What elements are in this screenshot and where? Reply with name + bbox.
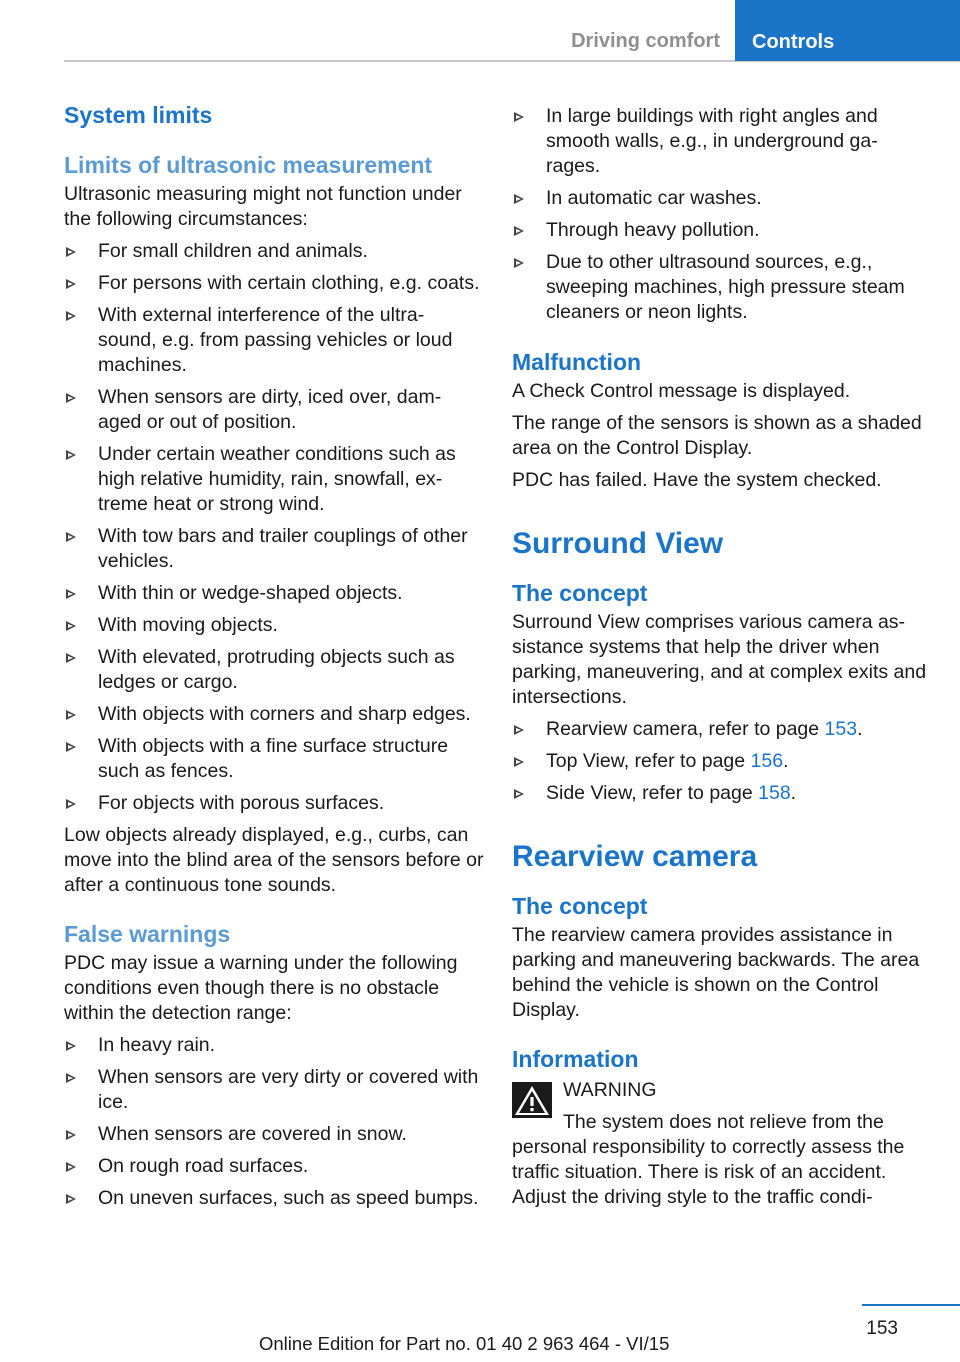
rearview-concept-text: The rearview camera provides assistance in parking and maneuvering backwards. The area behind the vehicle is shown on the Control Display. xyxy=(512,924,920,1021)
list-item: Top View, refer to page 156. xyxy=(512,749,937,774)
list-item: For objects with porous surfaces. xyxy=(64,791,484,816)
list-item: On uneven surfaces, such as speed bumps. xyxy=(64,1186,484,1211)
list-item: Due to other ultrasound sources, e.g., sweeping machines, high pressure steam cleaners or neon lights. xyxy=(512,250,937,325)
system-limits-heading: System limits xyxy=(64,102,213,128)
list-item: Through heavy pollution. xyxy=(512,218,937,243)
rearview-camera-title: Rearview camera xyxy=(512,840,758,873)
footer-rule xyxy=(862,1304,960,1306)
list-item: In heavy rain. xyxy=(64,1033,484,1058)
warning-text: personal responsibility to correctly assess the traffic situation. There is risk of an accident. Adjust the driving style to the traffic condi‐ xyxy=(512,1136,905,1208)
warning-triangle-icon xyxy=(512,1082,552,1118)
malfunction-text-2: The range of the sensors is shown as a shaded area on the Control Display. xyxy=(512,412,922,459)
warning-label: WARNING xyxy=(563,1079,657,1101)
list-item: With external interference of the ultra‐ sound, e.g. from passing vehicles or loud machines. xyxy=(64,303,484,378)
list-item: For persons with certain clothing, e.g. coats. xyxy=(64,271,484,296)
edition-footer: Online Edition for Part no. 01 40 2 963 464 - VI/15 xyxy=(259,1333,670,1354)
list-item: With moving objects. xyxy=(64,613,484,638)
false-warnings-list-continued xyxy=(512,104,937,325)
page-number: 153 xyxy=(866,1318,898,1339)
header-tab-controls xyxy=(735,0,960,61)
surround-view-title: Surround View xyxy=(512,527,724,560)
false-warnings-heading: False warnings xyxy=(64,921,231,947)
header-tab-label: Controls xyxy=(752,31,835,53)
list-item: On rough road surfaces. xyxy=(64,1154,484,1179)
surround-concept-text: Surround View comprises various camera as‐ sistance systems that help the driver when parking, maneuvering, and at complex exits and intersections. xyxy=(512,611,927,708)
ultrasonic-intro: Ultrasonic measuring might not function under the following circumstances: xyxy=(64,183,462,230)
malfunction-text-1: A Check Control message is displayed. xyxy=(512,380,851,402)
left-column xyxy=(64,100,484,1211)
list-item: Rearview camera, refer to page 153. xyxy=(512,717,937,742)
page-link-side-view[interactable]: 158 xyxy=(758,782,791,804)
list-item: With elevated, protruding objects such as ledges or cargo. xyxy=(64,645,484,695)
list-item: With objects with corners and sharp edges. xyxy=(64,702,484,727)
list-item: With thin or wedge-shaped objects. xyxy=(64,581,484,606)
page-link-rearview[interactable]: 153 xyxy=(824,718,858,740)
list-item: When sensors are dirty, iced over, dam‐ aged or out of position. xyxy=(64,385,484,435)
false-warnings-list xyxy=(64,1033,484,1211)
warning-block xyxy=(512,1078,937,1210)
page-link-top-view[interactable]: 156 xyxy=(750,750,784,772)
list-item: For small children and animals. xyxy=(64,239,484,264)
malfunction-heading: Malfunction xyxy=(512,349,642,375)
information-heading: Information xyxy=(512,1046,639,1072)
low-objects-paragraph: Low objects already displayed, e.g., curbs, can move into the blind area of the sensors before or after a continuous tone sounds. xyxy=(64,824,484,896)
list-item-text: Rearview camera, refer to page xyxy=(546,718,825,740)
list-item: Side View, refer to page 158. xyxy=(512,781,937,806)
list-item-text: Top View, refer to page xyxy=(546,750,751,772)
ultrasonic-heading: Limits of ultrasonic measurement xyxy=(64,152,433,178)
list-item: With objects with a fine surface structure such as fences. xyxy=(64,734,484,784)
list-item: When sensors are very dirty or covered with ice. xyxy=(64,1065,484,1115)
warning-first-line: The system does not relieve from the xyxy=(563,1111,884,1133)
right-column xyxy=(512,100,937,1210)
header-section-label: Driving comfort xyxy=(571,30,720,52)
surround-concept-heading: The concept xyxy=(512,580,648,606)
malfunction-text-3: PDC has failed. Have the system checked. xyxy=(512,469,882,491)
list-item: With tow bars and trailer couplings of other vehicles. xyxy=(64,524,484,574)
list-item: In automatic car washes. xyxy=(512,186,937,211)
list-item: Under certain weather conditions such as high relative humidity, rain, snowfall, ex‐ treme heat or strong wind. xyxy=(64,442,484,517)
false-warnings-intro: PDC may issue a warning under the following conditions even though there is no obstacle within the detection range: xyxy=(64,952,458,1024)
rearview-concept-heading: The concept xyxy=(512,893,648,919)
list-item-text: Side View, refer to page xyxy=(546,782,759,804)
list-item: When sensors are covered in snow. xyxy=(64,1122,484,1147)
surround-view-list xyxy=(512,717,937,806)
ultrasonic-list xyxy=(64,239,484,816)
list-item: In large buildings with right angles and smooth walls, e.g., in underground ga‐ rages. xyxy=(512,104,937,179)
